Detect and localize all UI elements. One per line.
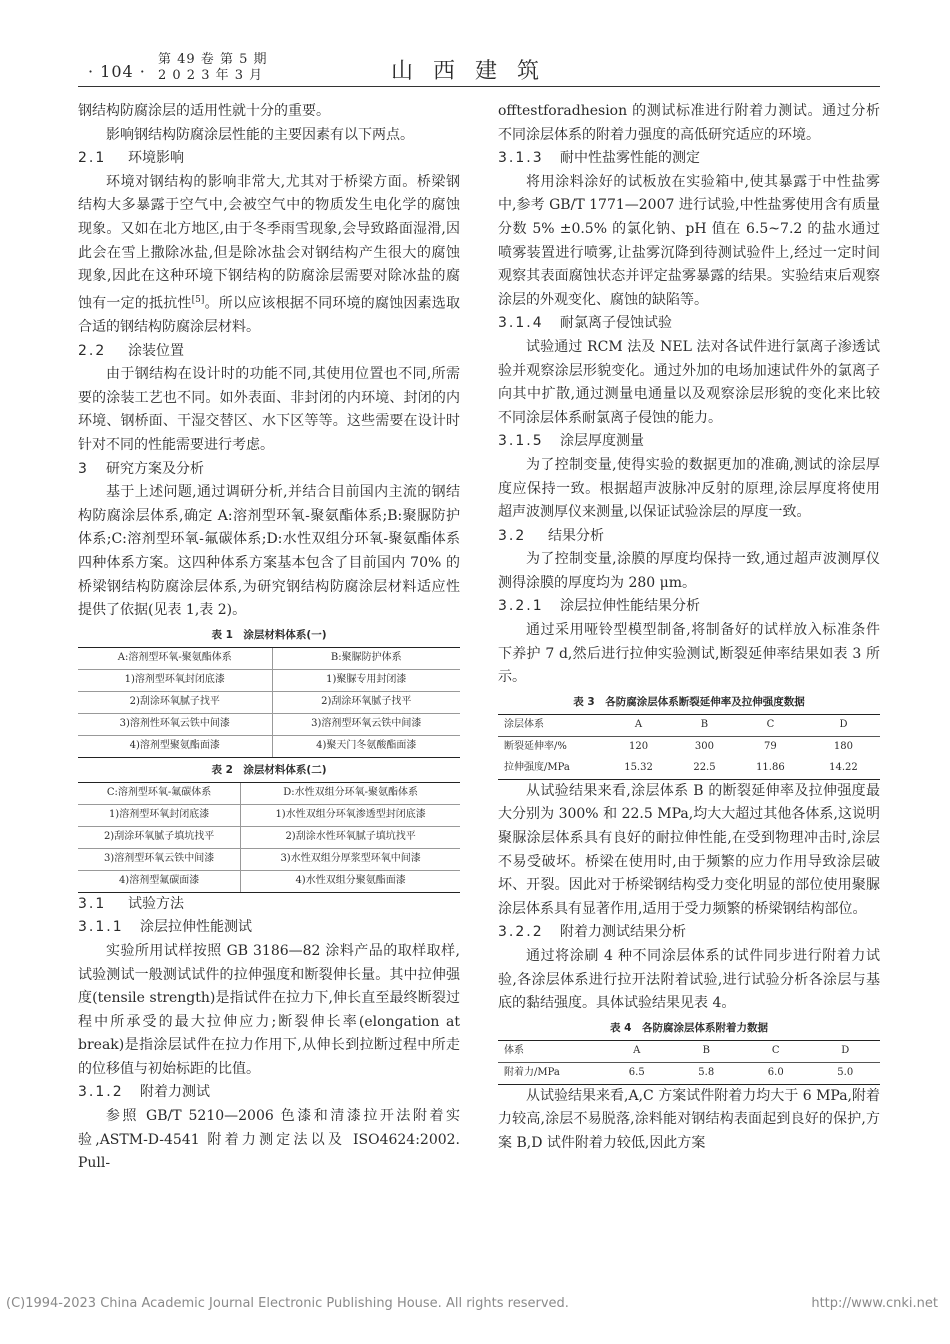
section-number: 3.1 [78, 895, 107, 912]
section-heading-3 [78, 458, 460, 482]
table-cell: 11.86 [734, 758, 807, 780]
table-cell: 附着力/MPa [498, 1062, 602, 1084]
table-cell: 4)水性双组分聚氨酯面漆 [241, 870, 460, 892]
section-heading-3-2-2 [498, 921, 880, 945]
section-title: 附着力测试结果分析 [560, 924, 686, 941]
table-header: A:溶剂型环氧-聚氨酯体系 [78, 647, 272, 669]
paragraph: 为了控制变量,使得实验的数据更加的准确,测试的涂层厚度应保持一致。根据超声波脉冲反射的原理,涂层厚度将使用超声波测厚仪来测量,以保证试验涂层的厚度一致。 [498, 456, 880, 521]
table-cell: 4)溶剂型聚氨酯面漆 [78, 735, 272, 757]
section-number: 3.1.5 [498, 433, 544, 450]
citation-ref: [5] [191, 294, 205, 305]
table-cell: 2)刮涂环氧腻子找平 [78, 691, 272, 713]
left-column [78, 100, 460, 1176]
table-cell: 2)刮涂水性环氧腻子填坑找平 [241, 826, 460, 848]
section-number: 2.1 [78, 150, 107, 167]
table-header-row [78, 647, 460, 669]
section-number: 3.1.4 [498, 315, 544, 332]
section-number: 3.2 [498, 527, 527, 544]
paragraph: 实验所用试样按照 GB 3186—82 涂料产品的取样取样,试验测试一般测试试件的拉伸强度和断裂伸长量。其中拉伸强度(tensile strength)是指试件在拉力下,伸长直至最终断裂过程中所承受的最大拉伸应力;断裂伸长率(elongation at break)是指涂层试件在拉力作用下,从伸长到拉断过程中所走的位移值与初始标距的比值。 [78, 942, 460, 1077]
paragraph: 钢结构防腐涂层的适用性就十分的重要。 [78, 103, 330, 119]
section-number: 2.2 [78, 342, 107, 359]
table-cell: 1)聚脲专用封闭漆 [272, 669, 460, 691]
table-header: D:水性双组分环氧-聚氨酯体系 [241, 782, 460, 804]
journal-title: 山西建筑 [390, 59, 559, 84]
table-cell: 3)溶剂性环氧云铁中间漆 [78, 713, 272, 735]
table-cell: 1)水性双组分环氧渗透型封闭底漆 [241, 804, 460, 826]
section-number: 3.1.1 [78, 919, 124, 936]
table-cell: 14.22 [807, 758, 880, 780]
table-3-caption: 表 3 各防腐涂层体系断裂延伸率及拉伸强度数据 [573, 695, 805, 708]
paragraph: 从试验结果来看,A,C 方案试件附着力均大于 6 MPa,附着力较高,涂层不易脱落,涂料能对钢结构表面起到良好的保护,方案 B,D 试件附着力较低,因此方案 [498, 1087, 880, 1151]
table-row [498, 758, 880, 780]
table-row [78, 826, 460, 848]
table-2 [78, 782, 460, 893]
section-title: 试验方法 [128, 895, 184, 912]
section-title: 结果分析 [548, 527, 604, 544]
table-header: C:溶剂型环氧-氟碳体系 [78, 782, 241, 804]
table-cell: 3)溶剂型环氧云铁中间漆 [78, 848, 241, 870]
section-heading-3-1 [78, 893, 460, 917]
paragraph: 将用涂料涂好的试板放在实验箱中,使其暴露于中性盐雾中,参考 GB/T 1771—2007 进行试验,中性盐雾使用含有质量分数 5% ±0.5% 的氯化钠、pH 值在 6.5~7.2 的盐水通过喷雾装置进行喷雾,让盐雾沉降到待测试验件上,经过一定时间观察其表面腐蚀状态并评定盐雾暴露的结果。实验结束后观察涂层的外观变化、腐蚀的缺陷等。 [498, 173, 880, 308]
table-cell: 4)溶剂型氟碳面漆 [78, 870, 241, 892]
section-title: 涂层拉伸性能测试 [140, 919, 252, 936]
section-heading-3-1-3 [498, 147, 880, 171]
section-number: 3.2.1 [498, 598, 544, 615]
table-row [78, 804, 460, 826]
table-row [78, 669, 460, 691]
table-header-row [78, 782, 460, 804]
table-header: 涂层体系 [498, 714, 602, 736]
table-cell: 300 [694, 741, 714, 753]
paragraph: 基于上述问题,通过调研分析,并结合目前国内主流的钢结构防腐涂层体系,确定 A:溶剂型环氧-聚氨酯体系;B:聚脲防护体系;C:溶剂型环氧-氟碳体系;D:水性双组分环氧-聚氨酯体系四种体系方案。这四种体系方案基本包含了目前国内 70% 的桥梁钢结构防腐涂层体系,为研究钢结构防腐涂层材料适应性提供了依据(见表 1,表 2)。 [78, 484, 460, 619]
table-cell: 3)水性双组分厚浆型环氧中间漆 [241, 848, 460, 870]
table-cell: 79 [764, 741, 777, 753]
table-row [78, 691, 460, 713]
paragraph: 参照 GB/T 5210—2006 色漆和清漆拉开法附着实验,ASTM-D-4541 附着力测定法以及 ISO4624:2002. Pull- [78, 1108, 460, 1172]
section-title: 环境影响 [128, 150, 184, 167]
paragraph: 为了控制变量,涂膜的厚度均保持一致,通过超声波测厚仪测得涂膜的厚度均为 280 μm。 [498, 551, 880, 591]
section-heading-3-1-1 [78, 916, 460, 940]
table-header: C [734, 714, 807, 736]
table-3 [498, 714, 880, 780]
text-run: 。所以应该根据不同环境的腐蚀因素选取合适的钢结构防腐涂层材料。 [78, 295, 461, 335]
table-header: A [602, 1040, 672, 1062]
table-cell: 3)溶剂型环氧云铁中间漆 [272, 713, 460, 735]
table-row [498, 1062, 880, 1084]
table-4-caption: 表 4 各防腐涂层体系附着力数据 [610, 1021, 768, 1034]
table-1-caption: 表 1 涂层材料体系(一) [211, 628, 327, 641]
section-title: 涂层拉伸性能结果分析 [560, 598, 700, 615]
section-title: 涂装位置 [128, 342, 184, 359]
section-number: 3.1.3 [498, 150, 544, 167]
volume-issue-label: 第 49 卷 第 5 期 [158, 52, 268, 67]
table-2-caption: 表 2 涂层材料体系(二) [211, 763, 327, 776]
section-heading-3-2 [498, 525, 880, 549]
section-heading-3-1-2 [78, 1081, 460, 1105]
table-cell: 120 [628, 741, 649, 753]
table-row [498, 736, 880, 758]
table-row [78, 870, 460, 892]
footer-url[interactable]: http://www.cnki.net [811, 1296, 938, 1311]
table-cell: 2)刮涂环氧腻子填坑找平 [78, 826, 241, 848]
table-header: B [675, 714, 734, 736]
page-header [0, 0, 950, 92]
table-header: C [741, 1040, 811, 1062]
paragraph: offtestforadhesion 的测试标准进行附着力测试。通过分析不同涂层体系的附着力强度的高低研究适应的环境。 [498, 103, 880, 143]
paragraph: 通过采用哑铃型模型制备,将制备好的试样放入标准条件下养护 7 d,然后进行拉伸实验测试,断裂延伸率结果如表 3 所示。 [498, 622, 880, 686]
table-header: B:聚脲防护体系 [272, 647, 460, 669]
header-rule [78, 86, 880, 87]
section-number: 3 [78, 460, 87, 477]
section-heading-3-2-1 [498, 595, 880, 619]
table-cell: 15.32 [602, 758, 675, 780]
issue-date: 2 0 2 3 年 3 月 [158, 68, 264, 83]
text-run: 环境对钢结构的影响非常大,尤其对于桥梁方面。桥梁钢结构大多暴露于空气中,会被空气中的物质发生电化学的腐蚀现象。又如在北方地区,由于冬季雨雪现象,会导致路面湿滑,因此会在雪上撒除冰盐,但是除冰盐会对钢结构产生很大的腐蚀现象,因此在这种环境下钢结构的防腐涂层需要对除冰盐的腐蚀有一定的抵抗性 [78, 173, 460, 312]
table-cell: 拉伸强度/MPa [498, 758, 602, 780]
section-title: 附着力测试 [140, 1084, 210, 1101]
table-header-row [498, 1040, 880, 1062]
paragraph: 由于钢结构在设计时的功能不同,其使用位置也不同,所需要的涂装工艺也不同。如外表面、非封闭的内环境、封闭的内环境、钢桥面、干湿交替区、水下区等等。这些需要在设计时针对不同的性能需要进行考虑。 [78, 366, 460, 453]
section-title: 涂层厚度测量 [560, 433, 644, 450]
table-cell: 6.5 [602, 1062, 672, 1084]
table-header: A [602, 714, 675, 736]
table-cell: 2)刮涂环氧腻子找平 [272, 691, 460, 713]
paragraph: 影响钢结构防腐涂层性能的主要因素有以下两点。 [106, 126, 414, 143]
table-row [78, 713, 460, 735]
table-cell: 1)溶剂型环氧封闭底漆 [78, 804, 241, 826]
section-title: 耐中性盐雾性能的测定 [560, 150, 700, 167]
table-cell: 6.0 [741, 1062, 811, 1084]
section-heading-3-1-4 [498, 312, 880, 336]
table-header: 体系 [498, 1040, 602, 1062]
table-header: D [811, 1040, 881, 1062]
section-heading-3-1-5 [498, 430, 880, 454]
page-number: · 104 · [88, 62, 146, 81]
table-cell: 180 [833, 741, 853, 753]
copyright-notice: (C)1994-2023 China Academic Journal Electronic Publishing House. All rights reserved. [6, 1296, 569, 1311]
section-title: 耐氯离子侵蚀试验 [560, 315, 672, 332]
table-cell: 1)溶剂型环氧封闭底漆 [78, 669, 272, 691]
paragraph: 通过将涂刷 4 种不同涂层体系的试件同步进行附着力试验,各涂层体系进行拉开法附着试验,进行试验分析各涂层与基底的黏结强度。具体试验结果见表 4。 [498, 948, 880, 1012]
table-4 [498, 1040, 880, 1085]
section-number: 3.1.2 [78, 1084, 124, 1101]
table-cell: 断裂延伸率/% [504, 741, 567, 753]
section-title: 研究方案及分析 [106, 460, 204, 477]
table-row [78, 735, 460, 757]
table-cell: 22.5 [675, 758, 734, 780]
right-column [498, 100, 880, 1156]
table-row [78, 848, 460, 870]
section-number: 3.2.2 [498, 924, 544, 941]
table-header: D [807, 714, 880, 736]
section-heading-2-2 [78, 340, 460, 364]
paragraph [78, 171, 460, 340]
paragraph: 从试验结果来看,涂层体系 B 的断裂延伸率及拉伸强度最大分别为 300% 和 22.5 MPa,均大大超过其他各体系,这说明聚脲涂层体系具有良好的耐拉伸性能,在受到物理冲击时,涂层不易受破坏。桥梁在使用时,由于频繁的应力作用导致涂层破坏、开裂。因此对于桥梁钢结构受力变化明显的部位使用聚脲涂层体系具有显著作用,适用于受力频繁的桥梁钢结构部位。 [498, 782, 880, 917]
table-1 [78, 647, 460, 758]
table-cell: 5.0 [811, 1062, 881, 1084]
paragraph: 试验通过 RCM 法及 NEL 法对各试件进行氯离子渗透试验并观察涂层形貌变化。通过外加的电场加速试件外的氯离子向其中扩散,通过测量电通量以及观察涂层形貌的变化来比较不同涂层体系耐氯离子侵蚀的能力。 [498, 338, 880, 426]
table-cell: 5.8 [672, 1062, 742, 1084]
section-heading-2-1 [78, 147, 460, 171]
table-header-row [498, 714, 880, 736]
table-cell: 4)聚天门冬氨酸酯面漆 [272, 735, 460, 757]
table-header: B [672, 1040, 742, 1062]
